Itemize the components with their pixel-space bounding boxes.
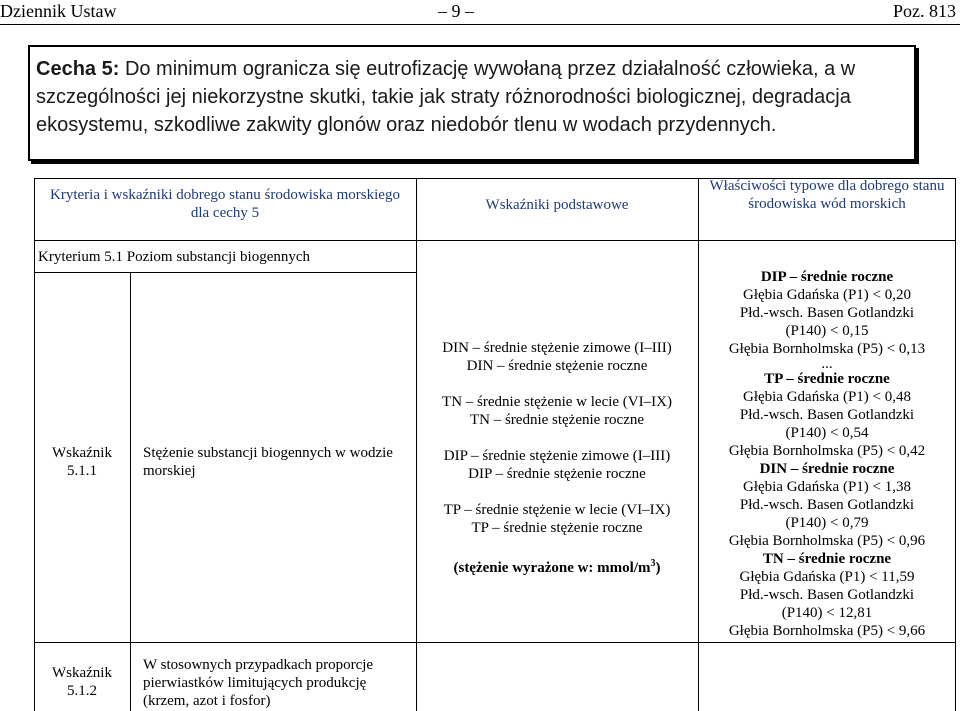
col-divider-id bbox=[130, 272, 131, 711]
threshold-line: Płd.-wsch. Basen Gotlandzki bbox=[739, 407, 915, 423]
threshold-line: (P140) < 12,81 bbox=[781, 605, 873, 621]
col-divider-podstawowe bbox=[416, 178, 417, 711]
podstawowe-item: DIP – średnie stężenie roczne bbox=[468, 466, 646, 482]
header-wlasciwosci: Właściwości typowe dla dobrego stanu środowiska wód morskich bbox=[709, 178, 945, 212]
threshold-line: Głębia Bornholmska (P5) < 0,42 bbox=[728, 443, 926, 459]
kryterium-title: Kryterium 5.1 Poziom substancji biogennych bbox=[38, 249, 311, 265]
threshold-line: Głębia Bornholmska (P5) < 0,13 bbox=[728, 341, 926, 357]
kryterium-bottom bbox=[34, 272, 416, 273]
threshold-line: (P140) < 0,15 bbox=[785, 323, 869, 339]
podstawowe-item: DIP – średnie stężenie zimowe (I–III) bbox=[443, 448, 671, 464]
table-header-bottom bbox=[34, 240, 956, 241]
podstawowe-item: TN – średnie stężenie roczne bbox=[469, 412, 645, 428]
journal-name: Dziennik Ustaw bbox=[0, 1, 117, 21]
wlasciwosci-list bbox=[700, 268, 954, 640]
podstawowe-item: TP – średnie stężenie w lecie (VI–IX) bbox=[443, 502, 671, 518]
table-left-border bbox=[34, 178, 35, 711]
threshold-line: Głębia Gdańska (P1) < 0,20 bbox=[742, 287, 911, 303]
page-number: – 9 – bbox=[438, 1, 474, 21]
podstawowe-item: DIN – średnie stężenie roczne bbox=[466, 358, 648, 374]
header-kryteria: Kryteria i wskaźniki dobrego stanu środowiska morskiego dla cechy 5 bbox=[50, 187, 400, 221]
wskaznik-description: W stosownych przypadkach proporcje pierwiastków limitujących produkcję (krzem, azot i fosfor) bbox=[143, 657, 374, 709]
cecha-label: Cecha 5: bbox=[36, 58, 120, 80]
parameter-heading: TN – średnie roczne bbox=[762, 551, 892, 567]
header-wskazniki-podstawowe: Wskaźniki podstawowe bbox=[485, 197, 629, 213]
cecha-box bbox=[28, 45, 916, 161]
row1-bottom bbox=[34, 642, 956, 643]
parameter-heading: TP – średnie roczne bbox=[764, 371, 890, 387]
threshold-line: Płd.-wsch. Basen Gotlandzki bbox=[739, 305, 915, 321]
parameter-heading: DIN – średnie roczne bbox=[759, 461, 895, 477]
podstawowe-item: TP – średnie stężenie roczne bbox=[471, 520, 643, 536]
threshold-line: Płd.-wsch. Basen Gotlandzki bbox=[739, 497, 915, 513]
page-header bbox=[0, 0, 960, 24]
wskaznik-description: Stężenie substancji biogennych w wodzie morskiej bbox=[143, 445, 393, 479]
wskaznik-id bbox=[36, 664, 128, 700]
threshold-line: (P140) < 0,79 bbox=[785, 515, 869, 531]
parameter-heading: DIP – średnie roczne bbox=[760, 269, 894, 285]
threshold-line: Głębia Bornholmska (P5) < 0,96 bbox=[728, 533, 926, 549]
podstawowe-item: DIN – średnie stężenie zimowe (I–III) bbox=[442, 340, 672, 356]
podstawowe-item: TN – średnie stężenie w lecie (VI–IX) bbox=[442, 394, 672, 410]
table-right-border bbox=[955, 178, 956, 711]
threshold-line: (P140) < 0,54 bbox=[785, 425, 869, 441]
threshold-line: Płd.-wsch. Basen Gotlandzki bbox=[739, 587, 915, 603]
wskaznik-number: 5.1.1 bbox=[67, 463, 97, 479]
wskaznik-label: Wskaźnik bbox=[52, 445, 112, 461]
header-rule bbox=[0, 24, 960, 25]
ellipsis: ... bbox=[821, 356, 833, 372]
wskazniki-podstawowe-list bbox=[420, 339, 694, 577]
wskaznik-number: 5.1.2 bbox=[67, 683, 97, 699]
threshold-line: Głębia Gdańska (P1) < 11,59 bbox=[739, 569, 915, 585]
threshold-line: Głębia Gdańska (P1) < 1,38 bbox=[742, 479, 911, 495]
wskaznik-id bbox=[36, 444, 128, 480]
threshold-line: Głębia Gdańska (P1) < 0,48 bbox=[742, 389, 911, 405]
threshold-line: Głębia Bornholmska (P5) < 9,66 bbox=[728, 623, 926, 639]
position-number: Poz. 813 bbox=[893, 1, 956, 21]
col-divider-wlasciwosci bbox=[698, 178, 699, 711]
cecha-text: Do minimum ogranicza się eutrofizację wywołaną przez działalność człowieka, a w szczególności jej niekorzystne skutki, takie jak straty różnorodności biologicznej, degradacja ekosystemu, szkodliwe zakwity glonów oraz niedobór tlenu w wodach przydennych. bbox=[36, 58, 856, 136]
units-note: (stężenie wyrażone w: mmol/$m^3$) bbox=[453, 558, 661, 576]
wskaznik-label: Wskaźnik bbox=[52, 665, 112, 681]
